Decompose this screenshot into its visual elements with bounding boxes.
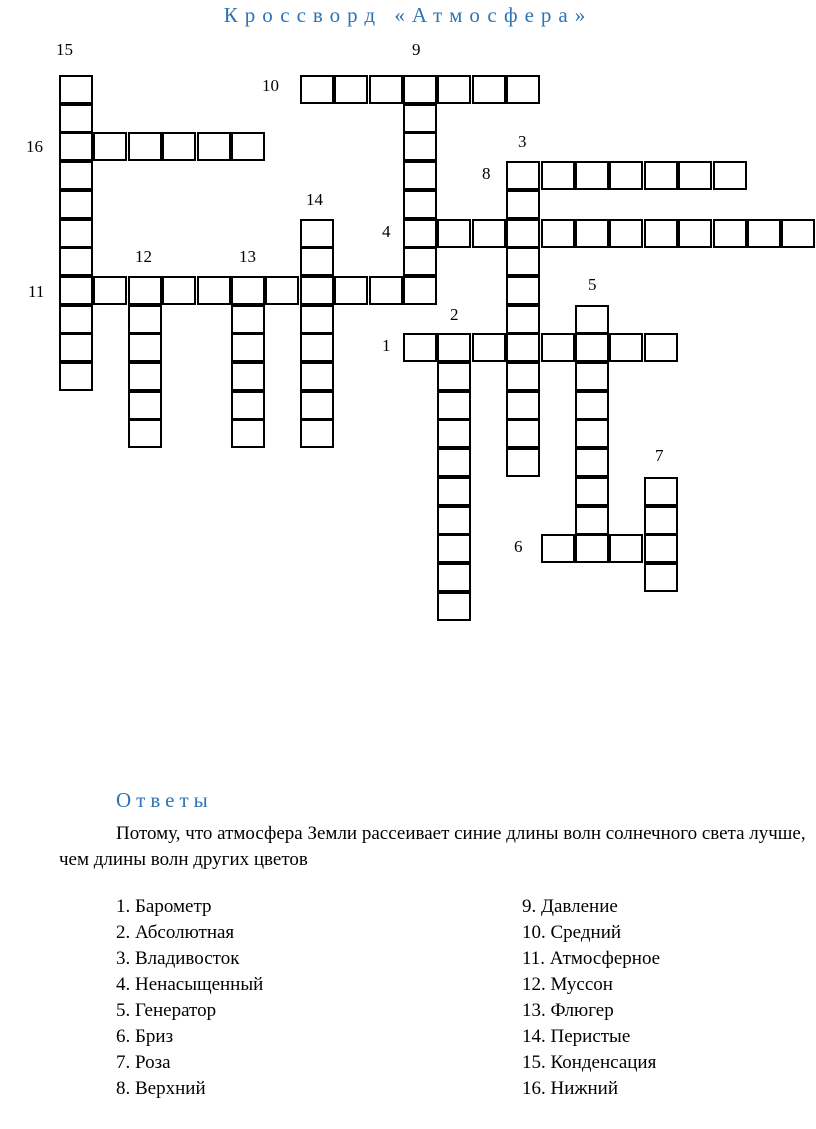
crossword-cell[interactable] <box>437 362 471 391</box>
crossword-cell[interactable] <box>59 305 93 334</box>
crossword-cell[interactable] <box>403 247 437 276</box>
clue-number-6: 6 <box>514 537 523 556</box>
crossword-cell[interactable] <box>575 448 609 477</box>
crossword-cell[interactable] <box>300 419 334 448</box>
crossword-cell[interactable] <box>781 219 815 248</box>
crossword-cell[interactable] <box>403 75 437 104</box>
list-item: 13. Флюгер <box>522 1000 614 1021</box>
crossword-cell[interactable] <box>231 132 265 161</box>
crossword-cell[interactable] <box>644 506 678 535</box>
list-item: 5. Генератор <box>116 1000 217 1021</box>
crossword-cell[interactable] <box>300 362 334 391</box>
crossword-cell[interactable] <box>575 419 609 448</box>
crossword-cell[interactable] <box>128 333 162 362</box>
crossword-cell[interactable] <box>747 219 781 248</box>
clue-number-9: 9 <box>412 40 421 59</box>
crossword-cell[interactable] <box>644 563 678 592</box>
list-item: 3. Владивосток <box>116 948 240 969</box>
crossword-cell[interactable] <box>541 333 575 362</box>
crossword-cell[interactable] <box>59 276 93 305</box>
crossword-cell[interactable] <box>506 219 540 248</box>
crossword-cell[interactable] <box>93 276 127 305</box>
list-item: 2. Абсолютная <box>116 922 235 943</box>
crossword-cell[interactable] <box>506 419 540 448</box>
crossword-cell[interactable] <box>403 132 437 161</box>
crossword-cell[interactable] <box>59 104 93 133</box>
crossword-cell[interactable] <box>472 333 506 362</box>
crossword-cell[interactable] <box>265 276 299 305</box>
crossword-cell[interactable] <box>609 219 643 248</box>
crossword-cell[interactable] <box>300 391 334 420</box>
clue-number-16: 16 <box>26 137 43 156</box>
clue-number-4: 4 <box>382 222 391 241</box>
crossword-cell[interactable] <box>506 448 540 477</box>
clue-number-11: 11 <box>28 282 45 301</box>
list-item: 7. Роза <box>116 1052 171 1073</box>
crossword-cell[interactable] <box>437 448 471 477</box>
crossword-cell[interactable] <box>128 305 162 334</box>
answer-paragraph: Потому, что атмосфера Земли рассеивает синие длины волн солнечного света лучше, чем длины волн других цветов <box>59 823 806 870</box>
crossword-cell[interactable] <box>713 161 747 190</box>
crossword-cell[interactable] <box>472 75 506 104</box>
crossword-cell[interactable] <box>231 362 265 391</box>
crossword-cell[interactable] <box>644 477 678 506</box>
crossword-cell[interactable] <box>575 534 609 563</box>
list-item: 14. Перистые <box>522 1026 631 1047</box>
crossword-cell[interactable] <box>231 305 265 334</box>
crossword-cell[interactable] <box>506 75 540 104</box>
clue-number-13: 13 <box>239 247 256 266</box>
crossword-cell[interactable] <box>334 75 368 104</box>
list-item: 9. Давление <box>522 896 618 917</box>
crossword-cell[interactable] <box>300 247 334 276</box>
crossword-cell[interactable] <box>609 333 643 362</box>
clue-number-8: 8 <box>482 164 491 183</box>
crossword-cell[interactable] <box>300 276 334 305</box>
crossword-cell[interactable] <box>506 276 540 305</box>
crossword-cell[interactable] <box>369 276 403 305</box>
crossword-cell[interactable] <box>437 419 471 448</box>
crossword-cell[interactable] <box>197 132 231 161</box>
crossword-cell[interactable] <box>334 276 368 305</box>
crossword-cell[interactable] <box>678 161 712 190</box>
crossword-cell[interactable] <box>59 333 93 362</box>
crossword-cell[interactable] <box>575 362 609 391</box>
crossword-cell[interactable] <box>162 132 196 161</box>
crossword-cell[interactable] <box>93 132 127 161</box>
crossword-cell[interactable] <box>128 362 162 391</box>
crossword-cell[interactable] <box>231 391 265 420</box>
crossword-cell[interactable] <box>575 391 609 420</box>
clue-number-3: 3 <box>518 132 527 151</box>
crossword-cell[interactable] <box>575 333 609 362</box>
clue-number-2: 2 <box>450 305 459 324</box>
crossword-cell[interactable] <box>472 219 506 248</box>
list-item: 8. Верхний <box>116 1078 206 1099</box>
clue-number-1: 1 <box>382 336 391 355</box>
crossword-cell[interactable] <box>575 305 609 334</box>
crossword-cell[interactable] <box>437 391 471 420</box>
crossword-cell[interactable] <box>506 161 540 190</box>
crossword-cell[interactable] <box>59 132 93 161</box>
crossword-cell[interactable] <box>506 305 540 334</box>
crossword-cell[interactable] <box>437 563 471 592</box>
crossword-cell[interactable] <box>300 75 334 104</box>
crossword-cell[interactable] <box>59 362 93 391</box>
crossword-cell[interactable] <box>128 132 162 161</box>
crossword-cell[interactable] <box>437 477 471 506</box>
crossword-cell[interactable] <box>437 592 471 621</box>
crossword-cell[interactable] <box>231 276 265 305</box>
crossword-cell[interactable] <box>128 419 162 448</box>
crossword-cell[interactable] <box>128 391 162 420</box>
list-item: 11. Атмосферное <box>522 948 661 969</box>
crossword-cell[interactable] <box>575 506 609 535</box>
crossword-cell[interactable] <box>609 161 643 190</box>
list-item: 12. Муссон <box>522 974 613 995</box>
crossword-cell[interactable] <box>644 534 678 563</box>
crossword-cell[interactable] <box>437 506 471 535</box>
crossword-cell[interactable] <box>541 534 575 563</box>
list-item: 4. Ненасыщенный <box>116 974 264 995</box>
answers-list-left <box>116 894 263 1102</box>
crossword-cell[interactable] <box>59 247 93 276</box>
crossword-cell[interactable] <box>506 247 540 276</box>
crossword-cell[interactable] <box>197 276 231 305</box>
clue-number-12: 12 <box>135 247 152 266</box>
crossword-cell[interactable] <box>437 333 471 362</box>
answers-list-right <box>522 894 660 1102</box>
crossword-cell[interactable] <box>644 333 678 362</box>
crossword-cell[interactable] <box>300 333 334 362</box>
crossword-cell[interactable] <box>403 333 437 362</box>
crossword-cell[interactable] <box>59 75 93 104</box>
crossword-cell[interactable] <box>369 75 403 104</box>
answers-title: Ответы <box>116 788 213 812</box>
crossword-cell[interactable] <box>437 534 471 563</box>
crossword-cell[interactable] <box>609 534 643 563</box>
clue-number-7: 7 <box>655 446 664 465</box>
crossword-cell[interactable] <box>300 305 334 334</box>
crossword-cell[interactable] <box>644 219 678 248</box>
crossword-cell[interactable] <box>713 219 747 248</box>
crossword-cell[interactable] <box>403 276 437 305</box>
crossword-cell[interactable] <box>403 104 437 133</box>
clue-number-5: 5 <box>588 275 597 294</box>
crossword-cell[interactable] <box>506 190 540 219</box>
crossword-cell[interactable] <box>300 219 334 248</box>
crossword-title: Кроссворд «Атмосфера» <box>223 3 593 27</box>
clue-number-10: 10 <box>262 76 279 95</box>
crossword-cell[interactable] <box>541 219 575 248</box>
crossword-cell[interactable] <box>162 276 196 305</box>
crossword-cell[interactable] <box>541 161 575 190</box>
crossword-cell[interactable] <box>403 161 437 190</box>
clue-number-14: 14 <box>306 190 323 209</box>
crossword-cell[interactable] <box>231 419 265 448</box>
list-item: 15. Конденсация <box>522 1052 657 1073</box>
crossword-cell[interactable] <box>575 161 609 190</box>
crossword-cell[interactable] <box>437 75 471 104</box>
list-item: 6. Бриз <box>116 1026 174 1047</box>
crossword-cell[interactable] <box>678 219 712 248</box>
list-item: 1. Барометр <box>116 896 212 917</box>
list-item: 16. Нижний <box>522 1078 619 1099</box>
crossword-cell[interactable] <box>644 161 678 190</box>
crossword-cell[interactable] <box>59 161 93 190</box>
crossword-cell[interactable] <box>575 477 609 506</box>
crossword-cell[interactable] <box>506 333 540 362</box>
list-item: 10. Средний <box>522 922 622 943</box>
crossword-cell[interactable] <box>128 276 162 305</box>
crossword-cell[interactable] <box>575 219 609 248</box>
crossword-cell[interactable] <box>403 190 437 219</box>
crossword-cell[interactable] <box>59 219 93 248</box>
crossword-cell[interactable] <box>231 333 265 362</box>
crossword-cell[interactable] <box>437 219 471 248</box>
crossword-cell[interactable] <box>59 190 93 219</box>
clue-number-15: 15 <box>56 40 73 59</box>
crossword-cell[interactable] <box>403 219 437 248</box>
crossword-cell[interactable] <box>506 362 540 391</box>
crossword-cell[interactable] <box>506 391 540 420</box>
